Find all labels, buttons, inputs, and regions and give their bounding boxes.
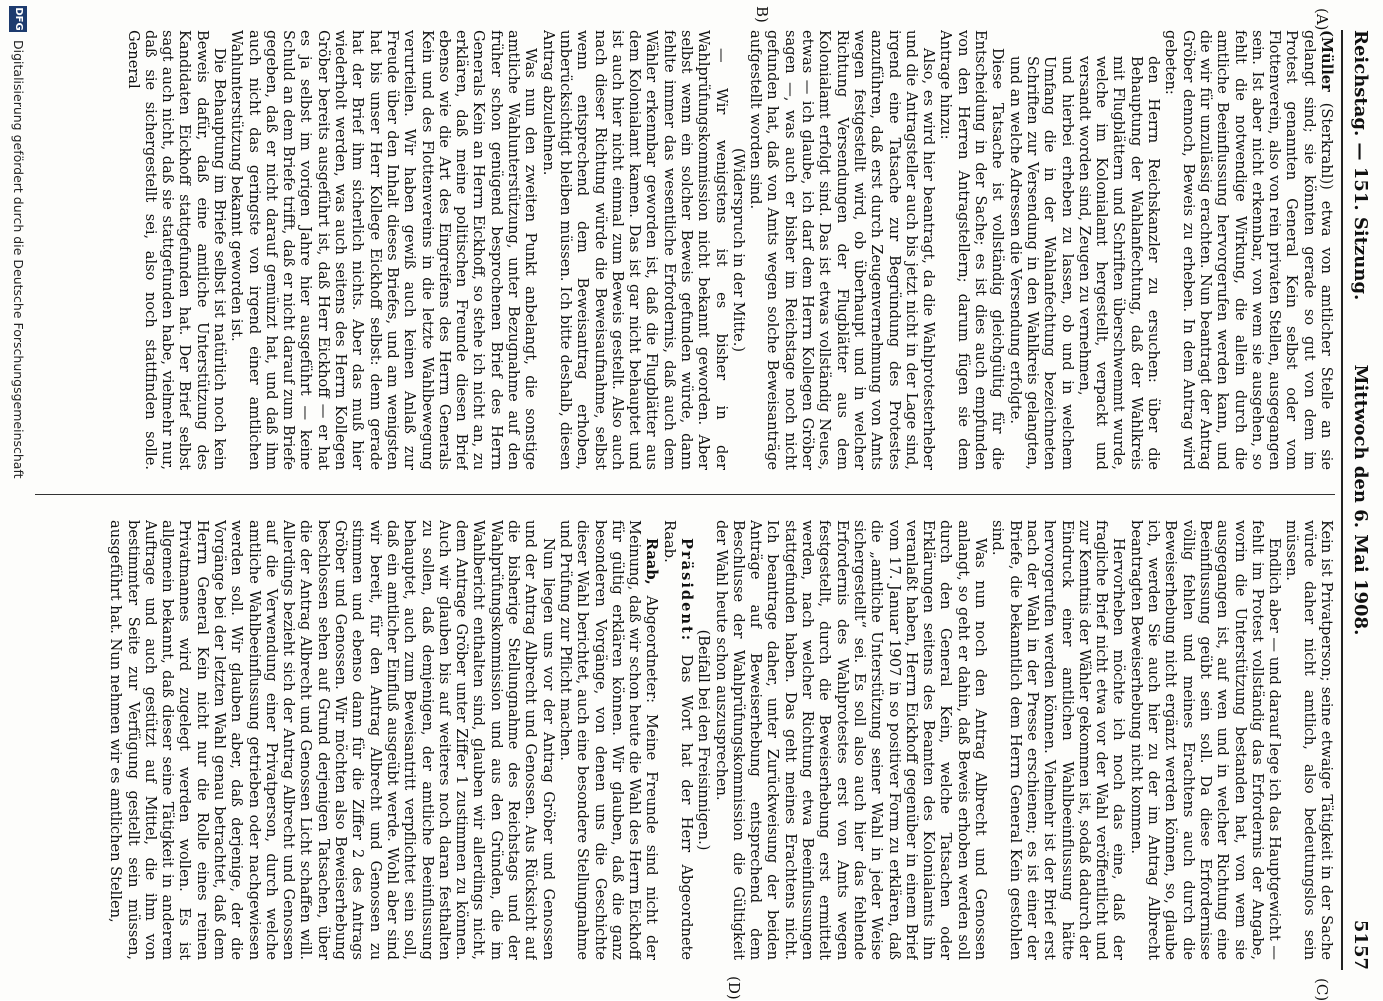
margin-marker-b: B) — [753, 6, 771, 23]
funding-notice: Digitalisierung gefördert durch die Deutsche Forschungsgemeinschaft — [11, 40, 26, 479]
paragraph: Diese Tatsache ist vollständig gleichgültig für die Entscheidung in der Sache; es ist dies auch empfunden von den Herren Antragstellern; darum fügen sie dem Antrage hinzu: — [937, 30, 1007, 470]
paragraph: Endlich aber — und darauf lege ich das Hauptgewicht — fehlt im Protest vollständig das Erfordernis der Angabe, worin die Unterstützung bestanden hat, von wem sie ausgegangen ist, auf wen und in welcher Richtung eine Beeinflussung geübt sein soll. Da diese Erfordernisse völlig fehlen und meines Erachtens auch durch die Beweiserhebung nicht ergänzt werden können, so, glaube ich, werden Sie auch hier zu der im Antrag Albrecht beantragten Beweiserhebung nicht kommen. — [1127, 520, 1284, 960]
paragraph: Die Behauptung im Briefe selbst ist natürlich noch kein Beweis dafür, daß eine amtliche Unterstützung des Kandidaten Eickhoff stattgefunden hat. Der Brief selbst sagt auch nicht, daß sie stattgefunden habe, vielmehr nur, daß sie sichergestellt sei, also noch stattfinden solle. General — [124, 30, 228, 470]
paragraph — [557, 520, 661, 960]
speaker-name: Präsident: — [678, 538, 696, 643]
paragraph — [1162, 30, 1335, 470]
speaker-name: Raab, — [643, 538, 661, 585]
paragraph-text: ) etwa von amtlicher Stelle an sie gelangt sind; sie könnten gerade so gut von dem im Protest genannten General Kein selbst oder vom Flottenverein, also von rein privaten Stellen, ausgegangen sein. Ist aber nicht erkennbar, von wem sie ausgehen, so fehlt die notwendige Wirkung, die allein durch die amtliche Beeinflussung hervorgerufen werden kann, und die wir für unzulässig erachten. Nun beantragt der Antrag Gröber dennoch, Beweis zu erheben. In dem Antrag wird gebeten: — [1162, 30, 1335, 470]
margin-marker-c: (C) — [1313, 978, 1331, 1001]
paragraph: — Wir wenigstens ist es bisher in der Wahlprüfungskommission nicht bekannt geworden. Aber selbst wenn ein solcher Beweis gefunden würde, dann fehlte immer das wesentliche Erfordernis, daß auch dem Wähler erkennbar geworden ist, daß die Flugblätter aus dem Kolonialamt kamen. Das ist gar nicht behauptet und ist auch hier nicht einmal zum Beweis gestellt. Also auch nach dieser Richtung würde die Beweisaufnahme, selbst wenn entsprechend dem Beweisantrag erhoben, unberücksichtigt bleiben müssen. Ich bitte deshalb, diesen Antrag abzulehnen. — [539, 30, 730, 470]
paragraph-text: Abgeordneter: Meine Freunde sind nicht der Meinung, daß wir schon heute die Wahl des Herrn Eickhoff für gültig erklären können. Wir glauben, daß die ganz besonderen Vorgänge, von denen uns die Geschichte dieser Wahl berichtet, auch eine besondere Stellungnahme und Prüfung zur Pflicht machen. — [556, 520, 661, 960]
page-footer — [7, 0, 27, 1000]
paragraph: Also, es wird hier beantragt, da die Wahlprotesterheber und die Antragsteller auch bis jetzt nicht in der Lage sind, irgend eine Tatsache zur Begründung des Protestes anzuführen, daß erst durch Zeugenvernehmung von Amts wegen festgestellt wird, ob überhaupt und in welcher Richtung Versendungen der Flugblätter aus dem Kolonialamt erfolgt sind. Das ist etwas vollständig Neues, etwas — ich glaube, ich darf dem Herrn Kollegen Gröber sagen —, was auch er bisher im Reichstage noch nicht gefunden hat, daß von Amts wegen solche Beweisanträge aufgestellt worden sind. — [747, 30, 938, 470]
interjection: (Beifall bei den Freisinnigen.) — [695, 629, 713, 851]
right-text-column — [35, 520, 1335, 960]
dfg-logo-icon: DFG — [9, 6, 27, 32]
speaker-party: (Sterkrahl) — [1318, 91, 1335, 185]
interjection: (Widerspruch in der Mitte.) — [729, 147, 747, 353]
paragraph — [660, 520, 695, 960]
quoted-motion: den Herrn Reichskanzler zu ersuchen: über die Behauptung der Wahlanfechtung, daß der Wahlkreis mit Flugblättern und Schriften überschwemmt wurde, welche im Kolonialamt hergestellt, verpackt und versandt worden sind, Zeugen zu vernehmen, — [1075, 56, 1163, 470]
paragraph: Kein ist Privatperson; seine etwaige Tätigkeit in der Sache würde daher nicht amtlich, also bedeutungslos sein müssen. — [1283, 520, 1335, 960]
margin-marker-d: (D) — [725, 976, 743, 1000]
speaker-name: (Müller — [1318, 30, 1335, 92]
header-rule — [1341, 30, 1343, 970]
page-number: 5157 — [1350, 919, 1371, 970]
header-left-title: Reichstag. — 151. Sitzung. — [1350, 30, 1371, 301]
quoted-motion-addendum: und hierbei erheben zu lassen, ob und in welchem Umfang die in der Wahlanfechtung bezeichneten Schriften zur Versendung in den Wahlkreis gelangten, und an welche Adressen die Versendung erfolgte. — [1006, 56, 1076, 470]
paragraph: Was nun den zweiten Punkt anbelangt, die sonstige amtliche Wahlunterstützung, unter Bezugnahme auf den früher schon genügend besprochenen Brief des Herrn Generals Kein an Herrn Eickhoff, so stehe ich nicht an, zu erklären, daß meine politischen Freunde diesen Brief ebenso wie die Art des Eingreifens des Herrn Generals Kein und des Flottenvereins in die letzte Wahlbewegung verurteilen. Wir haben gewiß auch keinen Anlaß zur Freude über den Inhalt dieses Briefes, und am wenigsten hat bis unser Herr Kollege Eickhoff selbst: denn gerade hat der Brief ihm sicherlich nichts. Aber das muß hier wiederholt werden, was auch seitens des Herrn Kollegen Gröber bereits ausgeführt ist, daß Herr Eickhoff — er hat es ja selbst im vorigen Jahre hier ausgeführt — keine Schuld an dem Briefe trifft, daß er nicht darauf zum Briefe gegeben, daß er nicht darauf gemünzt hat, und daß ihm auch nicht das geringste von irgend einer amtlichen Wahlunterstützung bekannt geworden ist. — [228, 30, 540, 470]
paragraph: Was nun noch den Antrag Albrecht und Genossen anlangt, so geht er dahin, daß Beweis erhoben werden soll durch den General Kein, welche Tatsachen oder Erklärungen seitens des Beamten des Kolonialamts ihn veranlaßt haben, Herrn Eickhoff gegenüber in einem Brief vom 17. Januar 1907 in so positiver Form zu erklären, daß die „amtliche Unterstützung seiner Wahl in jeder Weise sichergestellt“ sei. Es soll also auch hier das fehlende Erfordernis des Wahlprotestes erst von Amts wegen festgestellt, durch die Beweiserhebung erst ermittelt werden, nach welcher Richtung etwa Beeinflussungen stattgefunden haben. Das geht meines Erachtens nicht. Ich beantrage daher, unter Zurückweisung der beiden Anträge auf Beweiserhebung entsprechend dem Beschlusse der Wahlprüfungskommission die Gültigkeit der Wahl heute schon auszusprechen. — [712, 520, 990, 960]
paragraph-text: Das Wort hat der Herr Abgeordnete Raab. — [660, 520, 696, 960]
paragraph: Hervorheben möchte ich noch das eine, daß der fragliche Brief nicht etwa vor der Wahl veröffentlicht und zur Kenntnis der Wähler gekommen ist, sodaß dadurch der Eindruck einer amtlichen Wahlbeeinflussung hätte hervorgerufen werden können. Vielmehr ist der Brief erst nach der Wahl in der Presse erschienen; es ist einer der Briefe, die bekanntlich dem Herrn General Kein gestohlen sind. — [989, 520, 1128, 960]
margin-marker-a: (A) — [1313, 8, 1331, 31]
column-divider — [35, 494, 1335, 495]
paragraph: Nun liegen uns vor der Antrag Gröber und Genossen und der Antrag Albrecht und Genossen. Aus Rücksicht auf die bisherige Stellungnahme des Reichstags und der Wahlprüfungskommission und aus den Gründen, die im Wahlbericht enthalten sind, glauben wir allerdings nicht, dem Antrage Gröber unter Ziffer 1 zustimmen zu können. Auch wir glauben bis auf weiteres noch daran festhalten zu sollen, daß demjenigen, der amtliche Beeinflussung behauptet, auch zum Beweisantritt verpflichtet sein soll, daß ein amtlicher Einfluß ausgeübt werde. Wohl aber sind wir bereit, für den Antrag Albrecht und Genossen zu stimmen und ebenso dann für die Ziffer 2 des Antrags Gröber und Genossen. Wir möchten also Beweiserhebung beschlossen sehen auf Grund derjenigen Tatsachen, über die der Antrag Albrecht und Genossen Licht schaffen will. Allerdings bezieht sich der Antrag Albrecht und Genossen auf die Verwendung einer Privatperson, durch welche amtliche Wahlbeeinflussung getrieben oder nachgewiesen werden soll. Wir glauben aber, daß derjenige, der die Vorgänge bei der letzten Wahl genau betrachtet, daß dem Herrn General Kein nicht nur die Rolle eines reinen Privatmannes wird zugelegt werden wollen. Es ist allgemein bekannt, daß dieser seine Tätigkeit in anderem Auftrage und auch gestützt auf Mittel, die ihm von bestimmter Seite zur Verfügung gestellt sein müssen, ausgeführt hat. Nun nehmen wir es amtlichen Stellen, — [107, 520, 557, 960]
left-text-column — [35, 30, 1335, 470]
header-date: Mittwoch den 6. Mai 1908. — [1350, 364, 1371, 636]
page-header — [1345, 30, 1371, 970]
